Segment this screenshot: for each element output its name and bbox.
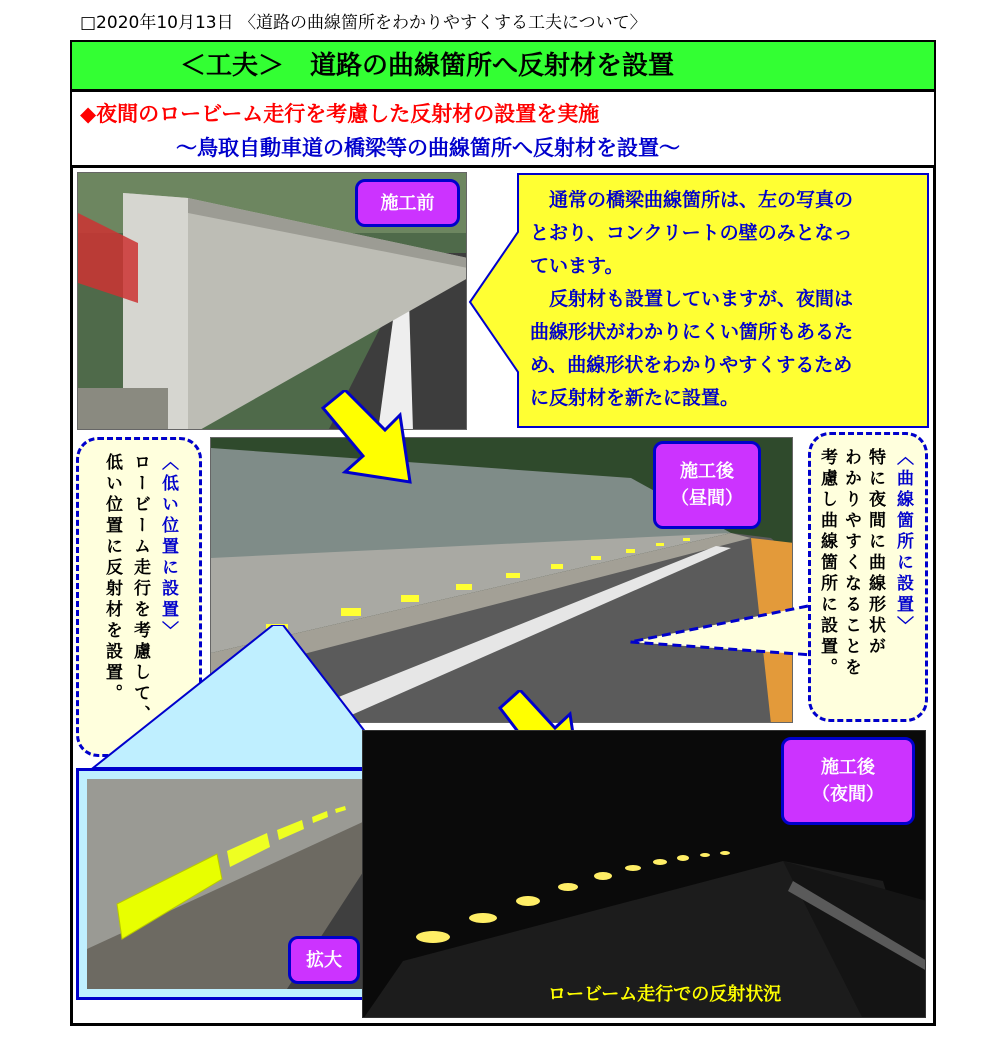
note-curve-pointer: [628, 600, 818, 660]
zoom-cone: [88, 625, 398, 770]
lead-section: [72, 92, 934, 168]
label-after-night: [781, 737, 915, 825]
note-low-col-1: ロービーム走行を考慮して、: [130, 453, 150, 726]
label-after-night-line-1: 施工後: [821, 757, 875, 778]
callout-line-1: 通常の橋梁曲線箇所は、左の写真の: [530, 189, 854, 211]
note-curve-col-1: 特に夜間に曲線形状が: [865, 448, 885, 658]
document-title: □2020年10月13日 〈道路の曲線箇所をわかりやすくする工夫について〉: [80, 13, 647, 33]
label-after-day-line-2: （昼間）: [671, 488, 743, 509]
label-after-day-line-1: 施工後: [680, 461, 734, 482]
label-after-night-line-2: （夜間）: [812, 784, 884, 805]
note-curve-heading: 〈曲線箇所に設置〉: [893, 448, 913, 637]
note-low-col-2: 低い位置に反射材を設置。: [102, 453, 122, 705]
label-before: 施工前: [355, 179, 460, 227]
callout-line-5: 曲線形状がわかりにくい箇所もあるた: [530, 321, 854, 343]
banner-title: ＜工夫＞ 道路の曲線箇所へ反射材を設置: [72, 42, 934, 92]
callout-text: [530, 184, 925, 415]
callout-line-6: め、曲線形状をわかりやすくするため: [530, 354, 853, 376]
note-curve-col-2: わかりやすくなることを: [841, 448, 861, 679]
label-after-day: [653, 441, 761, 529]
callout-line-2: とおり、コンクリートの壁のみとなっ: [530, 222, 853, 244]
callout-line-7: に反射材を新たに設置。: [530, 387, 740, 409]
night-caption: ロービーム走行での反射状況: [548, 984, 782, 1005]
label-zoom: 拡大: [288, 936, 360, 984]
arrow-down-right-icon: [315, 390, 425, 490]
lead-line-1: ◆夜間のロービーム走行を考慮した反射材の設置を実施: [80, 102, 600, 126]
callout-line-4: 反射材も設置していますが、夜間は: [530, 288, 854, 310]
callout-line-3: ています。: [530, 255, 624, 277]
note-curve-col-3: 考慮し曲線箇所に設置。: [817, 448, 837, 679]
note-low-heading: 〈低い位置に設置〉: [158, 453, 178, 642]
lead-line-2: ～鳥取自動車道の橋梁等の曲線箇所へ反射材を設置～: [176, 136, 680, 160]
